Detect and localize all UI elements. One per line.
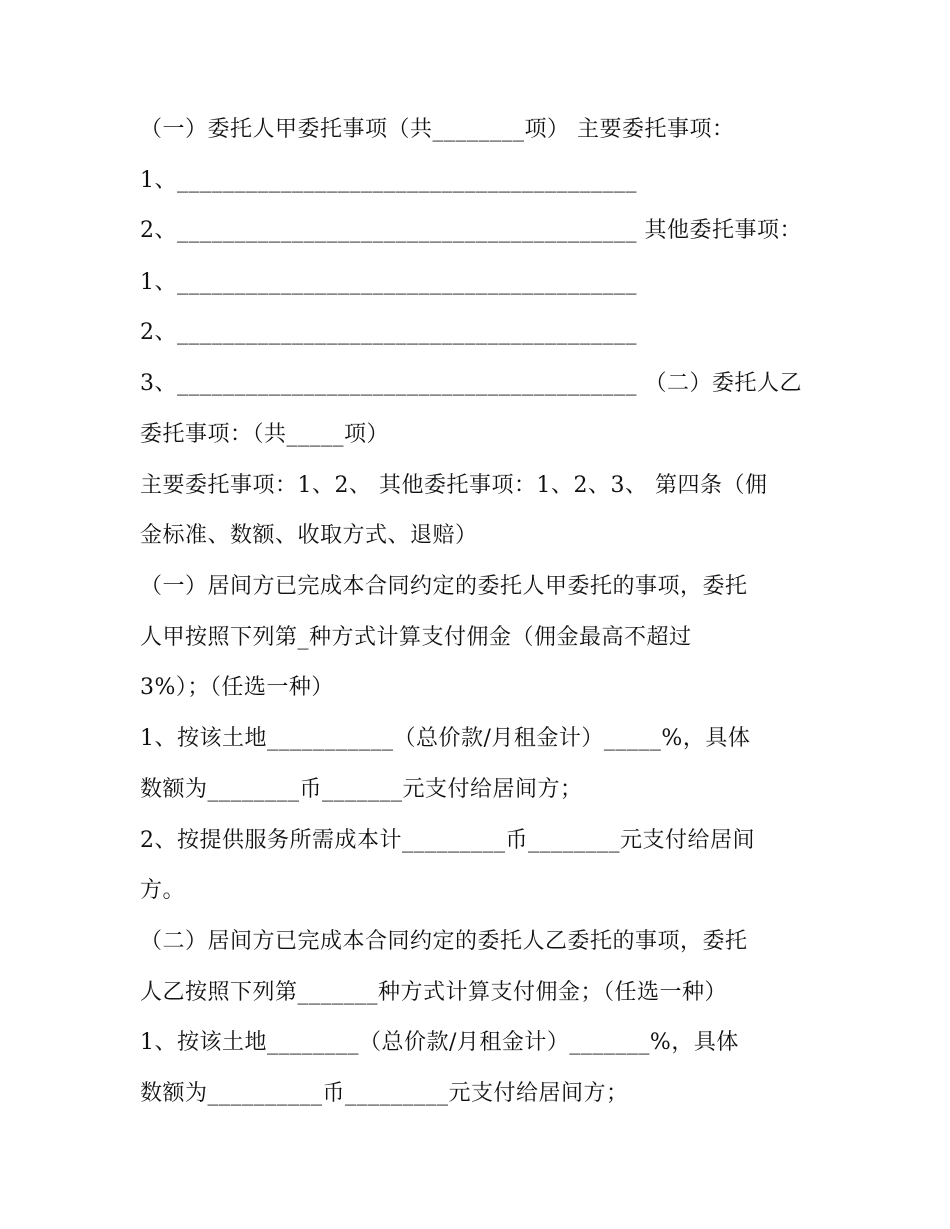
text-line-16: 方。 bbox=[140, 878, 186, 903]
text-line-4: 1、________________________________________ bbox=[140, 270, 637, 295]
text-line-17: （二）居间方已完成本合同约定的委托人乙委托的事项，委托 bbox=[140, 929, 748, 954]
text-line-18: 人乙按照下列第_______种方式计算支付佣金；（任选一种） bbox=[140, 980, 728, 1005]
text-line-8: 主要委托事项：1、2、 其他委托事项：1、2、3、 第四条（佣 bbox=[140, 473, 768, 498]
text-line-1: （一）委托人甲委托事项（共________项） 主要委托事项： bbox=[140, 117, 735, 142]
text-line-19: 1、按该土地________（总价款/月租金计）_______%，具体 bbox=[140, 1030, 739, 1055]
text-line-13: 1、按该土地___________（总价款/月租金计）_____%，具体 bbox=[140, 726, 751, 751]
text-line-7: 委托事项：（共_____项） bbox=[140, 422, 390, 447]
text-line-9: 金标准、数额、收取方式、退赔） bbox=[140, 523, 478, 548]
text-line-11: 人甲按照下列第_种方式计算支付佣金（佣金最高不超过 bbox=[140, 625, 692, 650]
text-line-3: 2、________________________________________ 其他委托事项： bbox=[140, 218, 802, 243]
text-line-14: 数额为________币_______元支付给居间方； bbox=[140, 777, 583, 802]
text-line-15: 2、按提供服务所需成本计_________币________元支付给居间 bbox=[140, 828, 755, 853]
text-line-6: 3、________________________________________ （二）委托人乙 bbox=[140, 371, 802, 396]
text-line-2: 1、________________________________________ bbox=[140, 168, 637, 193]
text-line-10: （一）居间方已完成本合同约定的委托人甲委托的事项，委托 bbox=[140, 574, 748, 599]
text-line-12: 3%）；（任选一种） bbox=[140, 675, 334, 700]
text-line-5: 2、________________________________________ bbox=[140, 320, 637, 345]
text-line-20: 数额为__________币_________元支付给居间方； bbox=[140, 1081, 629, 1106]
